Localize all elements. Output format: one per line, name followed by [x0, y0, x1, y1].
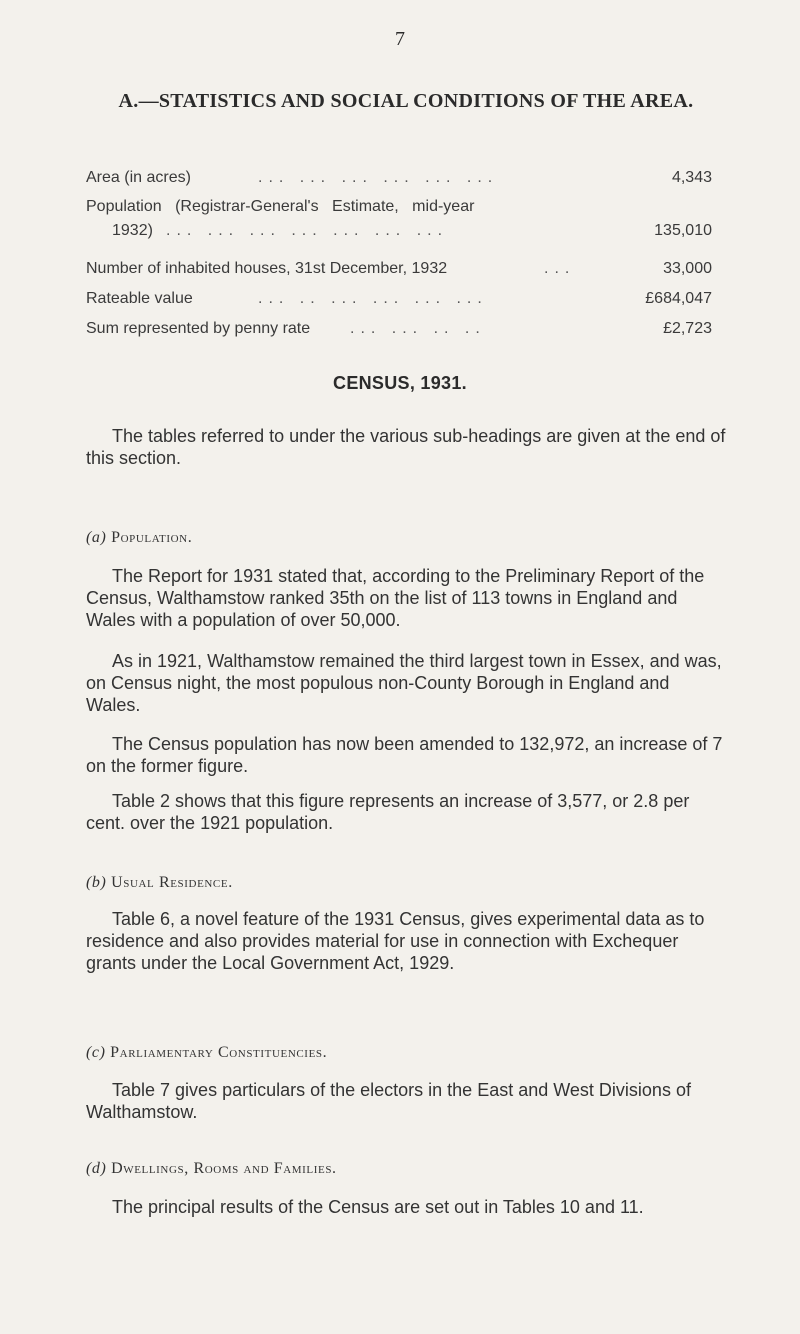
subheading-usual-residence: [86, 874, 233, 892]
intro-paragraph: The tables referred to under the various sub-headings are given at the end of this section.: [86, 426, 726, 468]
leader-dots: ...: [544, 260, 576, 277]
stat-value: 135,010: [654, 222, 712, 239]
stat-row-rateable-value: [86, 290, 712, 312]
stat-label: Population (Registrar-General's Estimate, mid-year: [86, 198, 475, 215]
stat-label: Sum represented by penny rate: [86, 320, 311, 337]
subheading-title: Usual Residence.: [111, 874, 233, 891]
stat-row-population: [86, 198, 712, 244]
subheading-title: Parliamentary Constituencies.: [110, 1044, 328, 1061]
stat-row-area: [86, 169, 712, 191]
subheading-letter: (b): [86, 874, 107, 891]
stat-value: £2,723: [663, 320, 712, 337]
paragraph: Table 6, a novel feature of the 1931 Census, gives experimental data as to residence and also provides material for use in connection with Exchequer grants under the Local Government Act, 1929.: [86, 909, 705, 973]
paragraph: As in 1921, Walthamstow remained the third largest town in Essex, and was, on Census night, the most populous non-County Borough in England and Wales.: [86, 651, 722, 715]
subheading-dwellings: [86, 1160, 337, 1178]
subheading-letter: (c): [86, 1044, 106, 1061]
stat-value: 4,343: [671, 169, 712, 186]
leader-dots: ... .. ... ... ... ...: [258, 290, 488, 307]
stat-row-penny-rate: [86, 320, 712, 342]
leader-dots: ... ... .. ..: [350, 320, 486, 337]
subheading-title: Population.: [111, 529, 193, 546]
stat-label: Rateable value: [86, 290, 193, 307]
stat-value: £684,047: [645, 290, 712, 307]
stat-label: Area (in acres): [86, 169, 191, 186]
subheading-parliamentary-constituencies: [86, 1044, 327, 1062]
subheading-letter: (a): [86, 529, 107, 546]
paragraph: The Report for 1931 stated that, according to the Preliminary Report of the Census, Walthamstow ranked 35th on the list of 113 towns in England and Wales with a population of over 50,000.: [86, 566, 705, 630]
paragraph: Table 2 shows that this figure represents an increase of 3,577, or 2.8 per cent. over the 1921 population.: [86, 791, 690, 833]
stat-label: Number of inhabited houses, 31st December, 1932: [86, 260, 448, 277]
subheading-letter: (d): [86, 1160, 107, 1177]
census-heading: CENSUS, 1931.: [333, 373, 467, 393]
page-number: 7: [395, 28, 405, 50]
stat-row-houses: [86, 260, 712, 282]
leader-dots: ... ... ... ... ... ... ...: [166, 222, 449, 239]
section-title: A.—STATISTICS AND SOCIAL CONDITIONS OF THE AREA.: [118, 90, 694, 112]
subheading-population: [86, 529, 192, 547]
paragraph: The principal results of the Census are set out in Tables 10 and 11.: [112, 1197, 644, 1217]
paragraph: Table 7 gives particulars of the electors in the East and West Divisions of Walthamstow.: [86, 1080, 691, 1122]
stat-value: 33,000: [663, 260, 712, 277]
paragraph: The Census population has now been amended to 132,972, an increase of 7 on the former figure.: [86, 734, 723, 776]
subheading-title: Dwellings, Rooms and Families.: [111, 1160, 337, 1177]
leader-dots: ... ... ... ... ... ...: [258, 169, 499, 186]
stat-label-continued: 1932): [112, 222, 153, 239]
